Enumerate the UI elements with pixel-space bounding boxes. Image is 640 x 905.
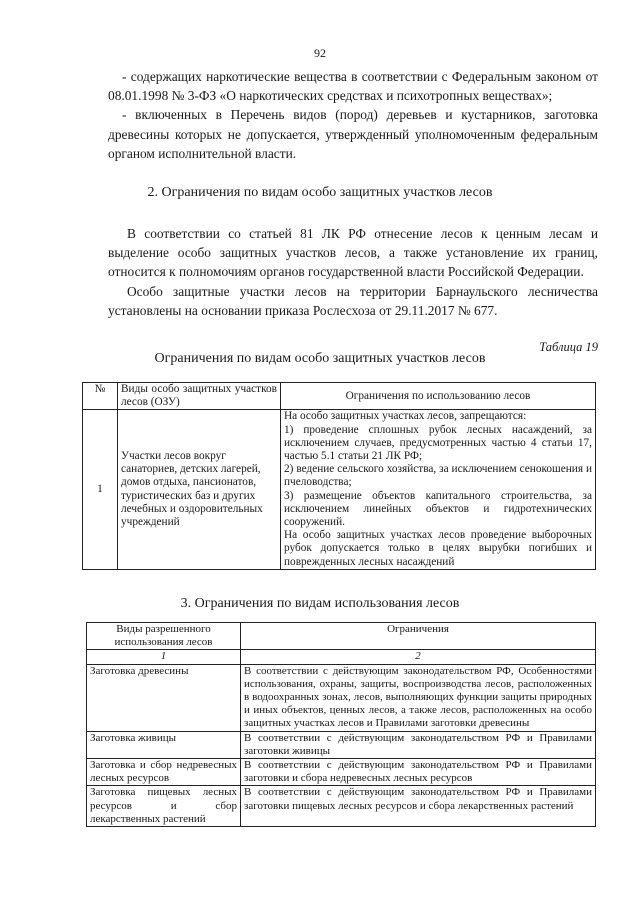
table-header-row xyxy=(83,383,596,410)
table-row xyxy=(87,664,596,731)
row-limits xyxy=(281,410,596,569)
table-row xyxy=(83,410,596,569)
intro-list xyxy=(108,67,598,163)
col-number-1: 1 xyxy=(87,650,241,664)
section-2-heading: 2. Ограничения по видам особо защитных участков лесов xyxy=(147,185,493,200)
intro-item-2: - включенных в Перечень видов (пород) деревьев и кустарников, заготовка древесины которых не допускается, утвержденный уполномоченным федеральным органом исполнительной власти. xyxy=(108,107,598,161)
header-kind: Виды особо защитных участков лесов (ОЗУ) xyxy=(118,383,281,410)
table-19 xyxy=(82,382,596,570)
intro-item-1: - содержащих наркотические вещества в соответствии с Федеральным законом от 08.01.1998 № 3-ФЗ «О наркотических средствах и психотропных веществах»; xyxy=(108,69,598,104)
use-kind: Заготовка и сбор недревесных лесных ресурсов xyxy=(87,759,241,786)
section-2-para-1: В соответствии со статьей 81 ЛК РФ отнесение лесов к ценным лесам и выделение особо защитных участков лесов, а также установление их границ, относится к полномочиям органов государственной власти Российской Федерации. xyxy=(108,226,598,280)
table-19-label: Таблица 19 xyxy=(539,340,598,354)
section-3-heading: 3. Ограничения по видам использования лесов xyxy=(180,596,460,611)
row-kind: Участки лесов вокруг санаториев, детских лагерей, домов отдыха, пансионатов, туристических баз и других лечебных и оздоровительных учреждений xyxy=(118,410,281,569)
col-number-2: 2 xyxy=(241,650,596,664)
table-use-limits xyxy=(86,622,596,827)
use-kind: Заготовка пищевых лесных ресурсов и сбор лекарственных растений xyxy=(87,786,241,827)
header-num: № xyxy=(83,383,118,410)
use-kind: Заготовка живицы xyxy=(87,731,241,758)
column-number-row xyxy=(87,650,596,664)
limit-line-3: 3) размещение объектов капитального строительства, за исключением линейных объектов и гидротехнических сооружений. xyxy=(284,489,592,529)
page-number: 92 xyxy=(314,46,326,60)
table-row xyxy=(87,786,596,827)
limit-line-note: На особо защитных участках лесов проведение выборочных рубок допускается только в целях вырубки погибших и поврежденных лесных насаждений xyxy=(284,529,592,568)
limit-line-2: 2) ведение сельского хозяйства, за исключением сенокошения и пчеловодства; xyxy=(284,463,592,489)
row-num: 1 xyxy=(83,410,118,569)
use-limit: В соответствии с действующим законодательством РФ и Правилами заготовки пищевых лесных ресурсов и сбора лекарственных растений xyxy=(241,786,596,827)
section-2-text xyxy=(108,224,598,320)
header-limits: Ограничения по использованию лесов xyxy=(281,383,596,410)
table-header-row xyxy=(87,623,596,650)
table-19-title: Ограничения по видам особо защитных участков лесов xyxy=(154,351,486,366)
use-kind: Заготовка древесины xyxy=(87,664,241,731)
table-row xyxy=(87,759,596,786)
limit-line-1: 1) проведение сплошных рубок лесных насаждений, за исключением случаев, предусмотренных частью 4 статьи 17, частью 5.1 статьи 21 ЛК РФ; xyxy=(284,423,592,463)
limit-line-intro: На особо защитных участках лесов, запрещаются: xyxy=(284,410,527,423)
header-use-kind: Виды разрешенного использования лесов xyxy=(87,623,241,650)
header-limits: Ограничения xyxy=(241,623,596,650)
section-2-para-2: Особо защитные участки лесов на территории Барнаульского лесничества установлены на основании приказа Рослесхоза от 29.11.2017 № 677. xyxy=(108,283,598,318)
use-limit: В соответствии с действующим законодательством РФ, Особенностями использования, охраны, защиты, воспроизводства лесов, расположенных в водоохранных зонах, лесов, выполняющих функции защиты природных и иных объектов, ценных лесов, а также лесов, расположенных на особо защитных участках лесов и Правилами заготовки древесины xyxy=(241,664,596,731)
table-row xyxy=(87,731,596,758)
use-limit: В соответствии с действующим законодательством РФ и Правилами заготовки и сбора недревесных лесных ресурсов xyxy=(241,759,596,786)
use-limit: В соответствии с действующим законодательством РФ и Правилами заготовки живицы xyxy=(241,731,596,758)
